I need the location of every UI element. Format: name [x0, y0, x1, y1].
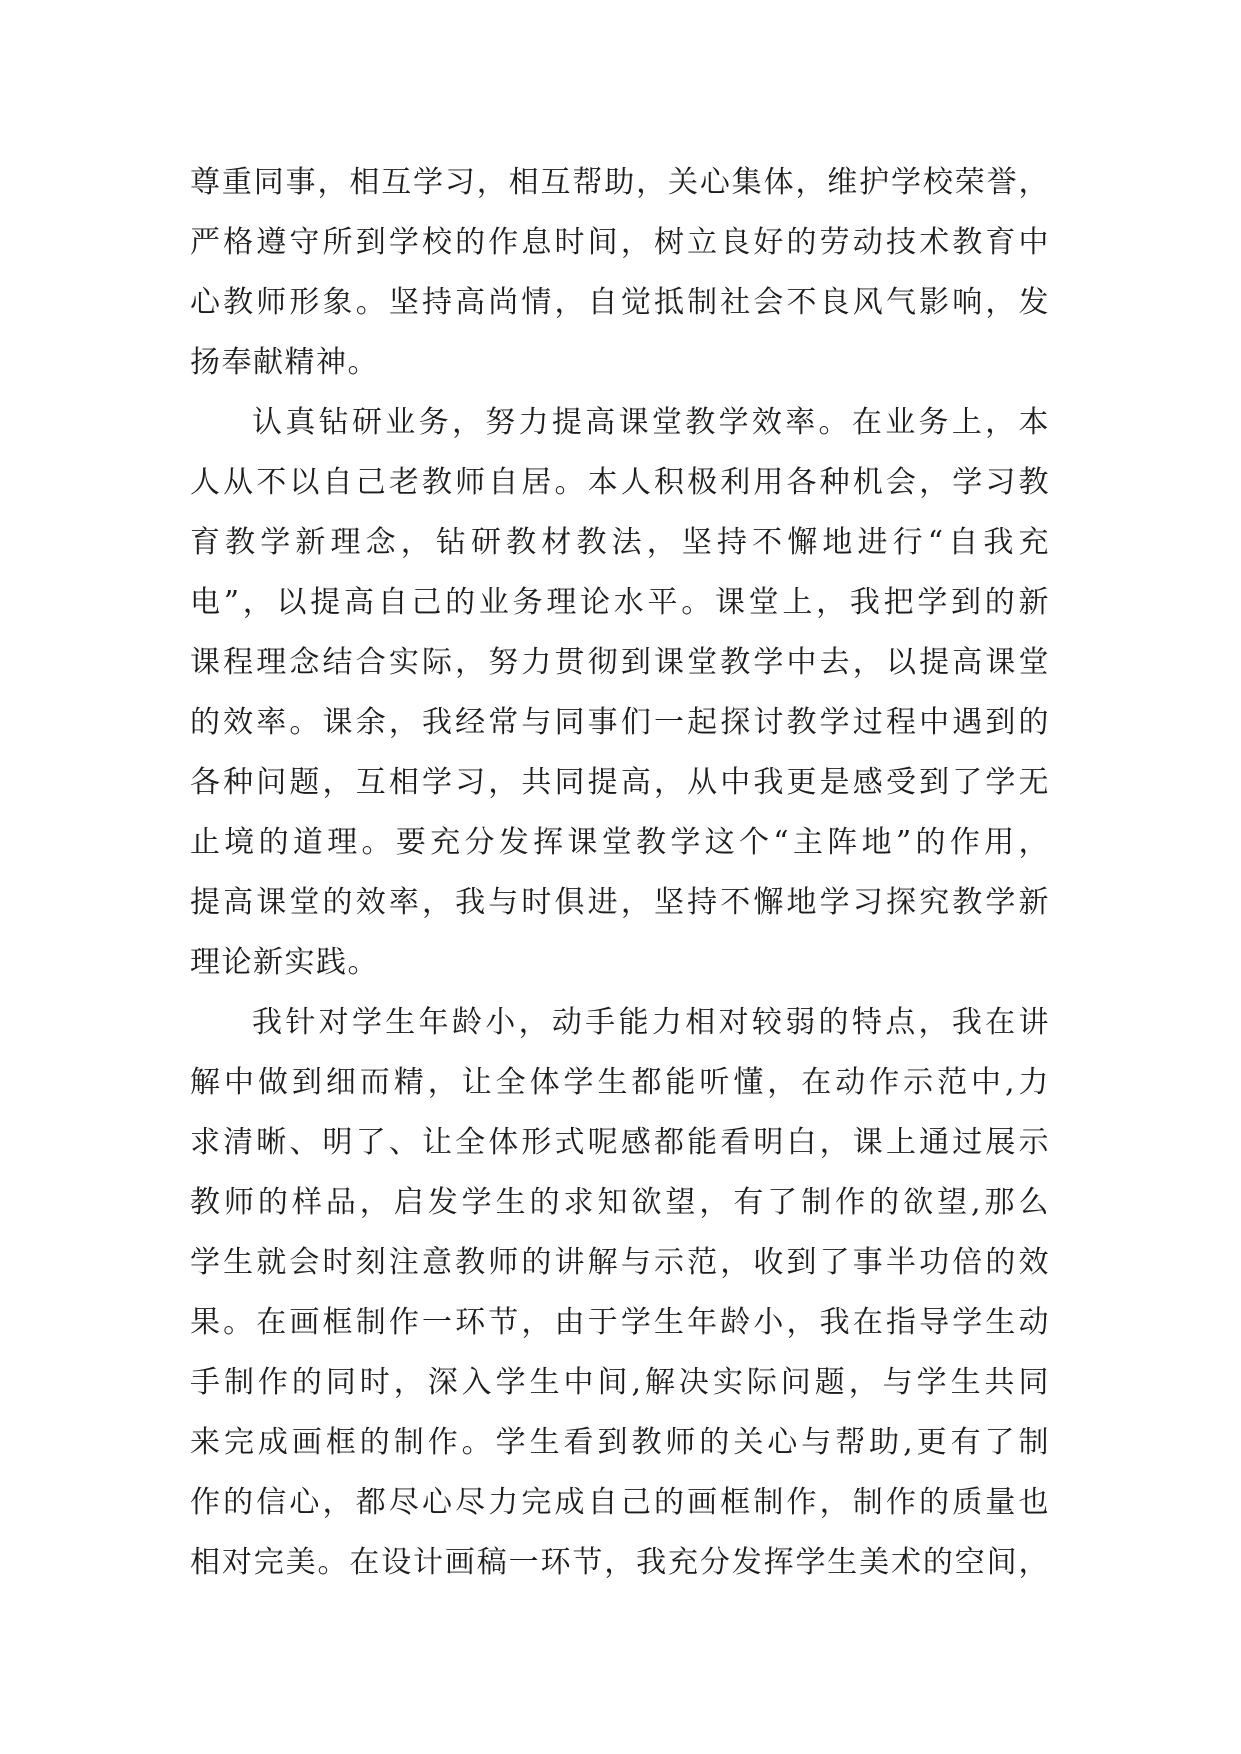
text-line: 教师的样品，启发学生的求知欲望，有了制作的欲望,那么 [190, 1185, 1050, 1220]
text-line: 育教学新理念，钻研教材教法，坚持不懈地进行“自我充 [190, 525, 1050, 560]
text-line: 来完成画框的制作。学生看到教师的关心与帮助,更有了制 [190, 1425, 1050, 1460]
text-line: 心教师形象。坚持高尚情，自觉抵制社会不良风气影响，发 [190, 285, 1050, 320]
text-line: 相对完美。在设计画稿一环节，我充分发挥学生美术的空间， [190, 1545, 1050, 1580]
text-line: 理论新实践。 [190, 945, 379, 980]
paragraph-2 [190, 393, 1050, 993]
text-line: 扬奉献精神。 [190, 345, 379, 380]
text-line: 认真钻研业务，努力提高课堂教学效率。在业务上，本 [252, 405, 1050, 440]
paragraph-1 [190, 153, 1050, 393]
text-line: 提高课堂的效率，我与时俱进，坚持不懈地学习探究教学新 [190, 885, 1050, 920]
text-line: 尊重同事，相互学习，相互帮助，关心集体，维护学校荣誉， [190, 165, 1050, 200]
text-line: 电”，以提高自己的业务理论水平。课堂上，我把学到的新 [190, 585, 1050, 620]
paragraph-3 [190, 993, 1050, 1593]
text-line: 作的信心，都尽心尽力完成自己的画框制作，制作的质量也 [190, 1485, 1050, 1520]
text-line: 学生就会时刻注意教师的讲解与示范，收到了事半功倍的效 [190, 1245, 1050, 1280]
text-line: 果。在画框制作一环节，由于学生年龄小，我在指导学生动 [190, 1305, 1050, 1340]
text-line: 止境的道理。要充分发挥课堂教学这个“主阵地”的作用， [190, 825, 1050, 860]
text-line: 各种问题，互相学习，共同提高，从中我更是感受到了学无 [190, 765, 1050, 800]
text-line: 人从不以自己老教师自居。本人积极利用各种机会，学习教 [190, 465, 1050, 500]
text-line: 解中做到细而精，让全体学生都能听懂，在动作示范中,力 [190, 1065, 1050, 1100]
text-line: 手制作的同时，深入学生中间,解决实际问题，与学生共同 [190, 1365, 1050, 1400]
document-body [190, 153, 1050, 1593]
text-line: 求清晰、明了、让全体形式呢感都能看明白，课上通过展示 [190, 1125, 1050, 1160]
text-line: 课程理念结合实际，努力贯彻到课堂教学中去，以提高课堂 [190, 645, 1050, 680]
text-line: 的效率。课余，我经常与同事们一起探讨教学过程中遇到的 [190, 705, 1050, 740]
text-line: 严格遵守所到学校的作息时间，树立良好的劳动技术教育中 [190, 225, 1050, 260]
text-line: 我针对学生年龄小，动手能力相对较弱的特点，我在讲 [252, 1005, 1050, 1040]
